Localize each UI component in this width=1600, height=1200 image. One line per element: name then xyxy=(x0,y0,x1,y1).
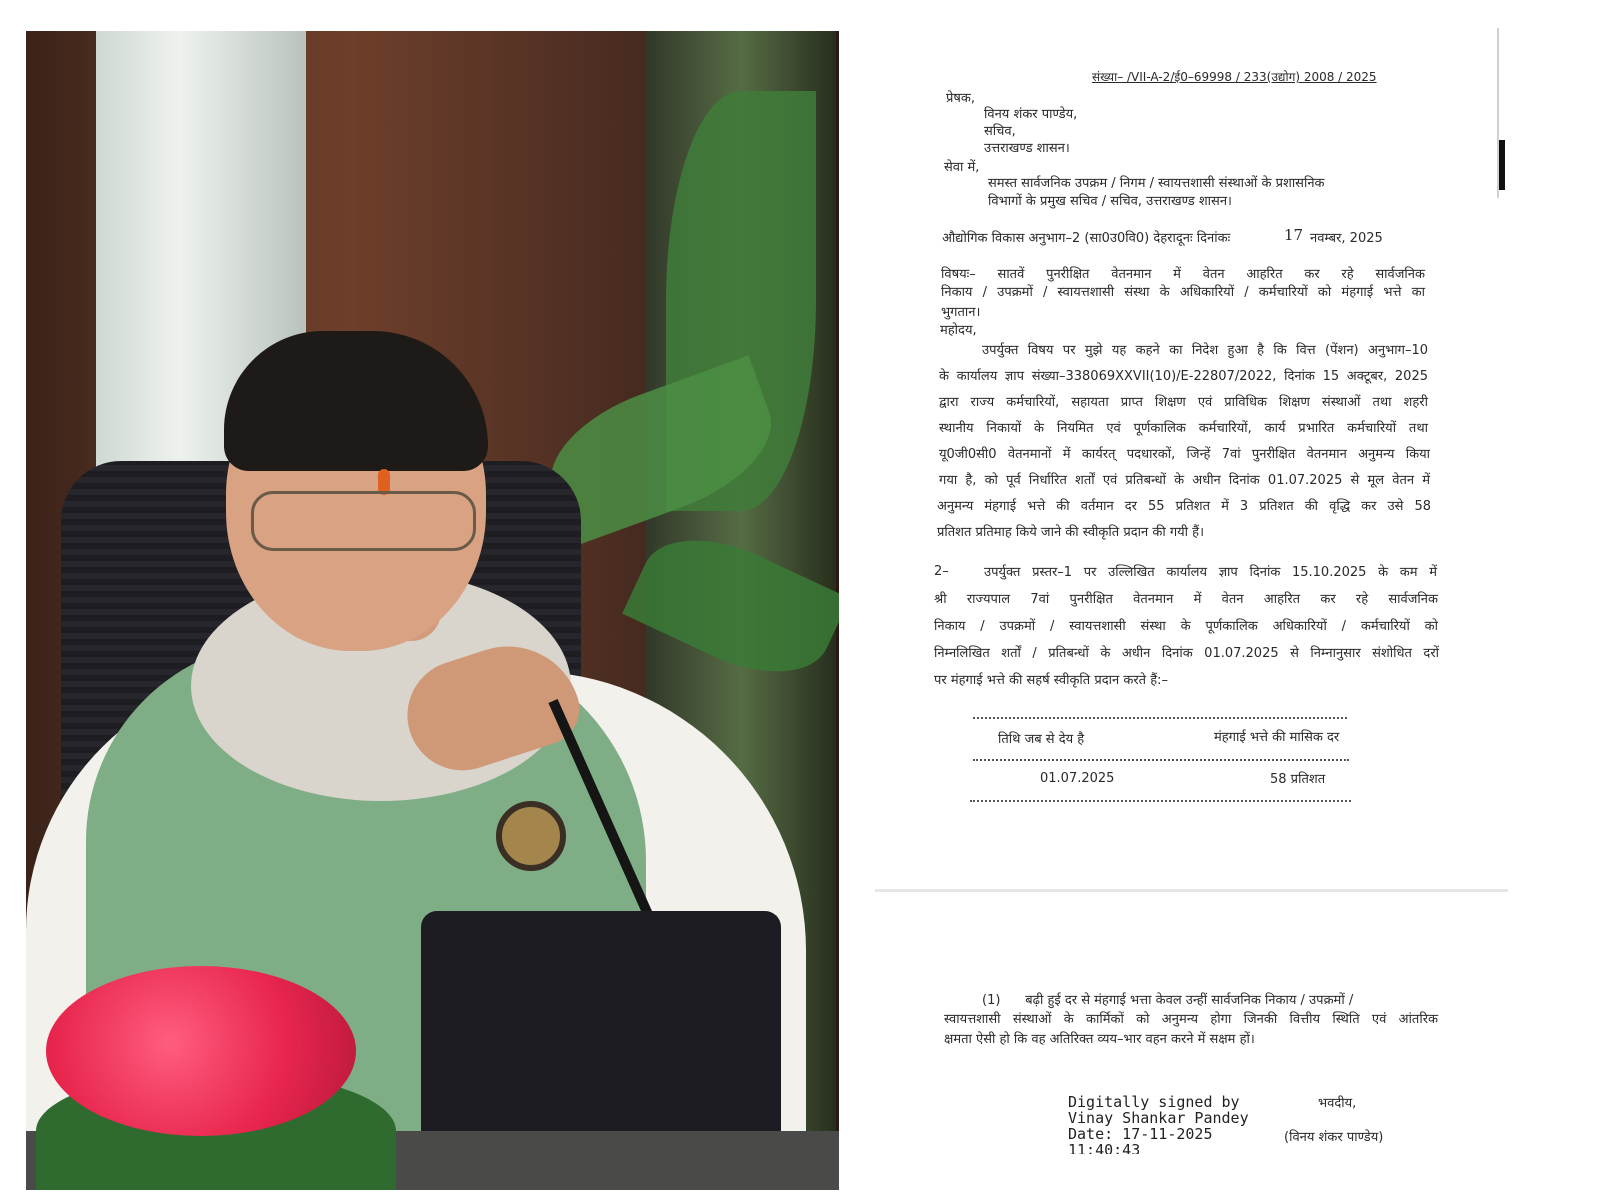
department-line: औद्योगिक विकास अनुभाग–2 (सा0उ0वि0) देहरादूनः दिनांकः xyxy=(942,231,1231,246)
table-header-date: तिथि जब से देय है xyxy=(998,732,1085,747)
subject-line: विषयः– सातवें पुनरीक्षित वेतनमान में वेतन आहरित कर रहे सार्वजनिक xyxy=(941,267,1425,282)
signatory-name: (विनय शंकर पाण्डेय) xyxy=(1284,1130,1384,1145)
para1-line: के कार्यालय ज्ञाप संख्या–338069XXVII(10)/E-22807/2022, दिनांक 15 अक्टूबर, 2025 xyxy=(939,369,1428,384)
para1-line: द्वारा राज्य कर्मचारियों, सहायता प्राप्त शिक्षण एवं प्राविधिक शिक्षण संस्थाओं तथा शहरी xyxy=(939,395,1428,410)
closing: भवदीय, xyxy=(1318,1096,1357,1111)
glasses xyxy=(251,491,476,551)
page-edge-mark xyxy=(1499,140,1505,190)
hair xyxy=(224,331,488,471)
sender-line: सचिव, xyxy=(984,124,1016,139)
para1-line: अनुमन्य मंहगाई भत्ते की वर्तमान दर 55 प्रतिशत में 3 प्रतिशत की वृद्धि कर उसे 58 xyxy=(937,499,1431,514)
flower-bouquet xyxy=(46,966,356,1136)
table-rule xyxy=(973,759,1349,761)
para2-line: उपर्युक्त प्रस्तर–1 पर उल्लिखित कार्यालय ज्ञाप दिनांक 15.10.2025 के कम में xyxy=(984,565,1437,580)
sender-line: उत्तराखण्ड शासन। xyxy=(984,141,1070,156)
condition-line: (1) बढ़ी हुई दर से मंहगाई भत्ता केवल उन्हीं सार्वजनिक निकाय / उपक्रमों / xyxy=(982,993,1354,1008)
digital-signature-line: 11:40:43 xyxy=(1068,1141,1141,1154)
table-rule xyxy=(973,717,1347,719)
to-line: समस्त सार्वजनिक उपक्रम / निगम / स्वायत्तशासी संस्थाओं के प्रशासनिक xyxy=(988,176,1325,191)
table-cell-rate: 58 प्रतिशत xyxy=(1270,772,1326,787)
reference-number: संख्या– /VII-A-2/ई0–69998 / 233(उद्योग) 2008 / 2025 xyxy=(1092,70,1377,84)
para2-line: पर मंहगाई भत्ते की सहर्ष स्वीकृति प्रदान करते हैं:– xyxy=(934,673,1168,688)
para1-line: गया है, को पूर्व निर्धारित शर्तों एवं प्रतिबन्धों के अधीन दिनांक 01.07.2025 से मूल वेतन में xyxy=(939,473,1430,488)
salutation: महोदय, xyxy=(940,323,977,338)
date-tail: नवम्बर, 2025 xyxy=(1310,231,1383,246)
para1-line: स्थानीय निकायों के नियमित एवं पूर्णकालिक कर्मचारियों, कार्य प्रभारित कर्मचारियों तथा xyxy=(939,421,1428,436)
digital-signature-line: Digitally signed by xyxy=(1068,1093,1240,1111)
to-line: विभागों के प्रमुख सचिव / सचिव, उत्तराखण्ड शासन। xyxy=(988,194,1232,209)
condition-line: क्षमता ऐसी हो कि वह अतिरिक्त व्यय–भार वहन करने में सक्षम हों। xyxy=(944,1032,1255,1047)
para1-line: यू0जी0सी0 वेतनमानों में कार्यरत् पदधारकों, जिन्हें 7वां पुनरीक्षित वेतनमान अनुमन्य किया xyxy=(939,447,1430,462)
official-photo xyxy=(26,31,839,1190)
date-mark: 17 xyxy=(1284,226,1304,244)
subject-line: निकाय / उपक्रमों / स्वायत्तशासी संस्था के अधिकारियों / कर्मचारियों को मंहगाई भत्ते का xyxy=(941,285,1425,300)
para2-line: श्री राज्यपाल 7वां पुनरीक्षित वेतनमान में वेतन आहरित कर रहे सार्वजनिक xyxy=(934,592,1438,607)
digital-signature-line: Date: 17-11-2025 xyxy=(1068,1125,1213,1143)
page-separator xyxy=(875,889,1508,892)
condition-line: स्वायत्तशासी संस्थाओं के कार्मिकों को अनुमन्य होगा जिनकी वित्तीय स्थिति एवं आंतरिक xyxy=(944,1012,1438,1027)
table-rule xyxy=(970,800,1351,802)
sender-line: विनय शंकर पाण्डेय, xyxy=(984,107,1078,122)
subject-line: भुगतान। xyxy=(941,305,981,320)
para2-number: 2– xyxy=(934,564,949,579)
digital-signature-line: Vinay Shankar Pandey xyxy=(1068,1109,1249,1127)
para2-line: निम्नलिखित शर्तों / प्रतिबन्धों के अधीन दिनांक 01.07.2025 से निम्नानुसार संशोधित दरों xyxy=(934,646,1439,661)
table-cell-date: 01.07.2025 xyxy=(1040,771,1115,786)
table-header-rate: मंहगाई भत्ते की मासिक दर xyxy=(1214,730,1340,745)
wrist-watch xyxy=(496,801,566,871)
to-label: सेवा में, xyxy=(944,160,980,175)
sender-label: प्रेषक, xyxy=(946,91,976,106)
para1-line: प्रतिशत प्रतिमाह किये जाने की स्वीकृति प्रदान की गयी हैं। xyxy=(937,525,1205,540)
para1-line: उपर्युक्त विषय पर मुझे यह कहने का निदेश हुआ है कि वित्त (पेंशन) अनुभाग–10 xyxy=(982,343,1428,358)
para2-line: निकाय / उपक्रमों / स्वायत्तशासी संस्था के पूर्णकालिक अधिकारियों / कर्मचारियों को xyxy=(934,619,1438,634)
